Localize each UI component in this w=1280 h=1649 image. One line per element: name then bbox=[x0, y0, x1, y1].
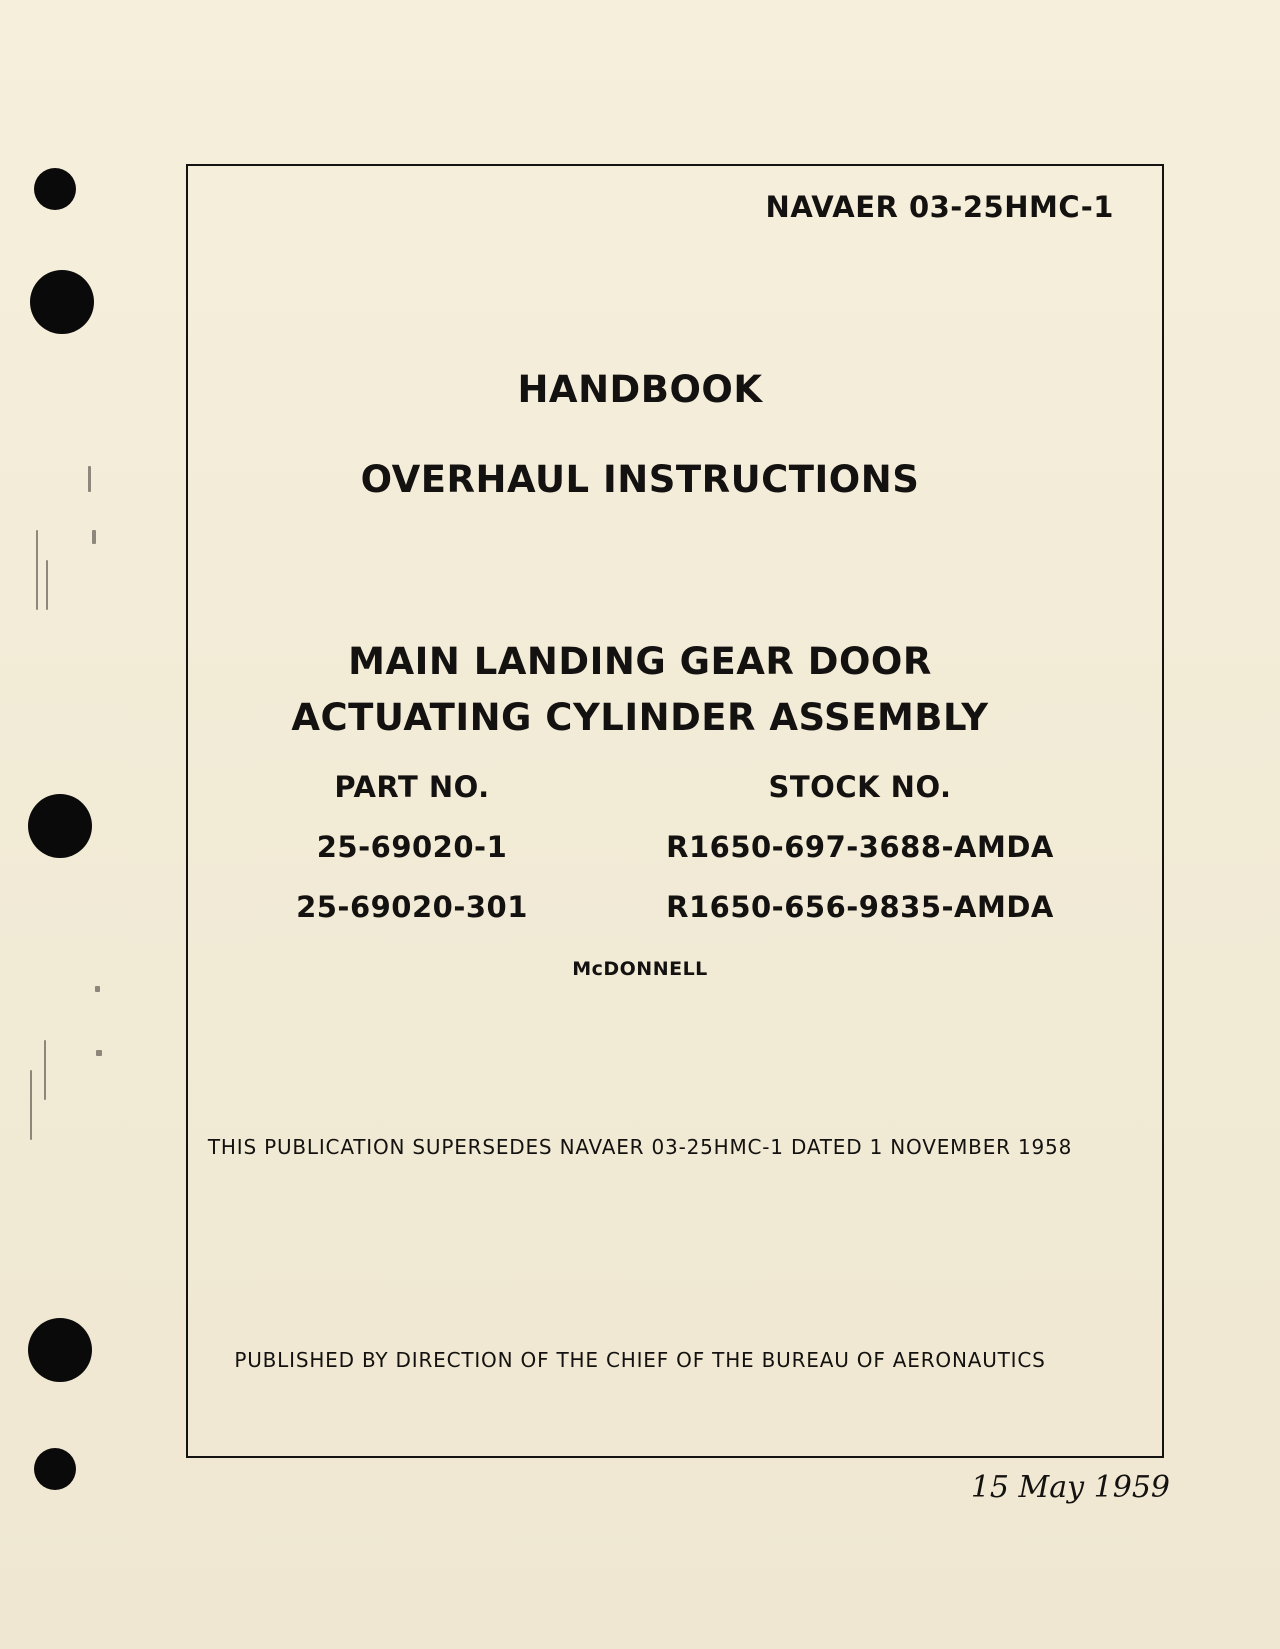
paper-mark bbox=[44, 1040, 46, 1100]
binder-hole bbox=[28, 794, 92, 858]
title-handbook: HANDBOOK bbox=[517, 368, 763, 411]
document-number: NAVAER 03-25HMC-1 bbox=[765, 190, 1114, 224]
title-overhaul-instructions: OVERHAUL INSTRUCTIONS bbox=[360, 458, 920, 501]
paper-mark bbox=[30, 1070, 32, 1140]
part-number: 25-69020-301 bbox=[296, 890, 528, 924]
subject-line-2: ACTUATING CYLINDER ASSEMBLY bbox=[291, 696, 989, 739]
publication-date: 15 May 1959 bbox=[970, 1470, 1170, 1505]
stock-number: R1650-656-9835-AMDA bbox=[666, 890, 1054, 924]
publisher-note: PUBLISHED BY DIRECTION OF THE CHIEF OF THE BUREAU OF AERONAUTICS bbox=[234, 1348, 1046, 1372]
paper-mark bbox=[96, 1050, 102, 1056]
manufacturer: McDONNELL bbox=[572, 958, 708, 980]
binder-hole bbox=[34, 1448, 76, 1490]
stock-number: R1650-697-3688-AMDA bbox=[666, 830, 1054, 864]
supersedes-note: THIS PUBLICATION SUPERSEDES NAVAER 03-25HMC-1 DATED 1 NOVEMBER 1958 bbox=[207, 1135, 1073, 1159]
paper-mark bbox=[95, 986, 100, 992]
subject-line-1: MAIN LANDING GEAR DOOR bbox=[348, 640, 932, 683]
binder-hole bbox=[34, 168, 76, 210]
cover-border bbox=[186, 164, 1164, 1458]
paper-mark bbox=[46, 560, 48, 610]
stock-number-header: STOCK NO. bbox=[768, 770, 952, 804]
part-number-header: PART NO. bbox=[334, 770, 490, 804]
paper-mark bbox=[36, 530, 38, 610]
binder-hole bbox=[30, 270, 94, 334]
paper-mark bbox=[92, 530, 96, 544]
part-number: 25-69020-1 bbox=[316, 830, 508, 864]
